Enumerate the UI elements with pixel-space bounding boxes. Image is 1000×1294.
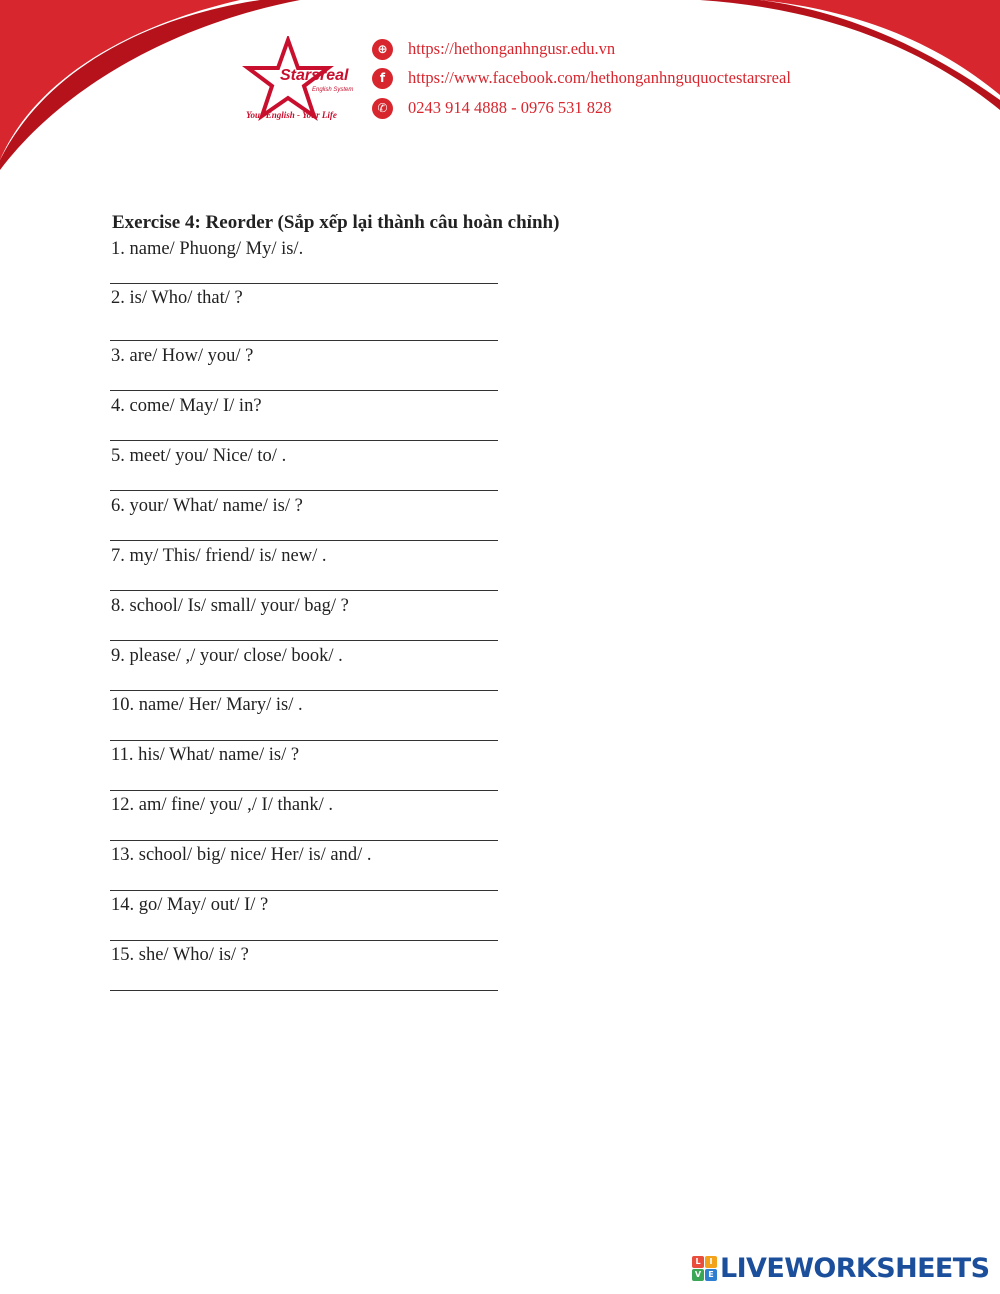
question-9: 9. please/ ,/ your/ close/ book/ .: [111, 646, 343, 666]
question-1: 1. name/ Phuong/ My/ is/.: [111, 239, 304, 259]
answer-line-6[interactable]: [110, 540, 498, 541]
liveworksheets-logo-icon: L I V E: [692, 1256, 717, 1281]
question-12: 12. am/ fine/ you/ ,/ I/ thank/ .: [111, 795, 333, 815]
question-13: 13. school/ big/ nice/ Her/ is/ and/ .: [111, 845, 372, 865]
exercise-title: Exercise 4: Reorder (Sắp xếp lại thành câu hoàn chỉnh): [112, 212, 560, 233]
answer-line-13[interactable]: [110, 890, 498, 891]
answer-line-5[interactable]: [110, 490, 498, 491]
contact-phone: [372, 96, 612, 120]
svg-text:Starsreal: Starsreal: [280, 67, 349, 84]
phone-icon: ✆: [372, 98, 393, 119]
answer-line-1[interactable]: [110, 283, 498, 284]
answer-line-14[interactable]: [110, 940, 498, 941]
answer-line-15[interactable]: [110, 990, 498, 991]
answer-line-10[interactable]: [110, 740, 498, 741]
answer-line-3[interactable]: [110, 390, 498, 391]
question-2: 2. is/ Who/ that/ ?: [111, 288, 243, 308]
question-6: 6. your/ What/ name/ is/ ?: [111, 496, 303, 516]
contact-website[interactable]: [372, 37, 615, 61]
question-15: 15. she/ Who/ is/ ?: [111, 945, 249, 965]
answer-line-7[interactable]: [110, 590, 498, 591]
website-link[interactable]: https://hethonganhngusr.edu.vn: [408, 39, 616, 58]
question-4: 4. come/ May/ I/ in?: [111, 396, 262, 416]
answer-line-2[interactable]: [110, 340, 498, 341]
phone-number: 0243 914 4888 - 0976 531 828: [408, 98, 612, 117]
question-14: 14. go/ May/ out/ I/ ?: [111, 895, 269, 915]
answer-line-12[interactable]: [110, 840, 498, 841]
answer-line-9[interactable]: [110, 690, 498, 691]
question-5: 5. meet/ you/ Nice/ to/ .: [111, 446, 287, 466]
answer-line-11[interactable]: [110, 790, 498, 791]
contact-facebook[interactable]: [372, 66, 791, 90]
facebook-link[interactable]: https://www.facebook.com/hethonganhnguquoctestarsreal: [408, 68, 791, 87]
question-7: 7. my/ This/ friend/ is/ new/ .: [111, 546, 327, 566]
answer-line-8[interactable]: [110, 640, 498, 641]
facebook-icon: f: [372, 68, 393, 89]
globe-icon: ⊕: [372, 39, 393, 60]
logo-tagline: Your English - Your Life: [246, 110, 337, 120]
question-3: 3. are/ How/ you/ ?: [111, 346, 254, 366]
svg-text:English System: English System: [312, 87, 354, 93]
question-10: 10. name/ Her/ Mary/ is/ .: [111, 695, 303, 715]
question-11: 11. his/ What/ name/ is/ ?: [111, 745, 300, 765]
liveworksheets-brand[interactable]: [692, 1253, 989, 1283]
answer-line-4[interactable]: [110, 440, 498, 441]
question-8: 8. school/ Is/ small/ your/ bag/ ?: [111, 596, 349, 616]
liveworksheets-wordmark: LIVEWORKSHEETS: [720, 1252, 990, 1284]
